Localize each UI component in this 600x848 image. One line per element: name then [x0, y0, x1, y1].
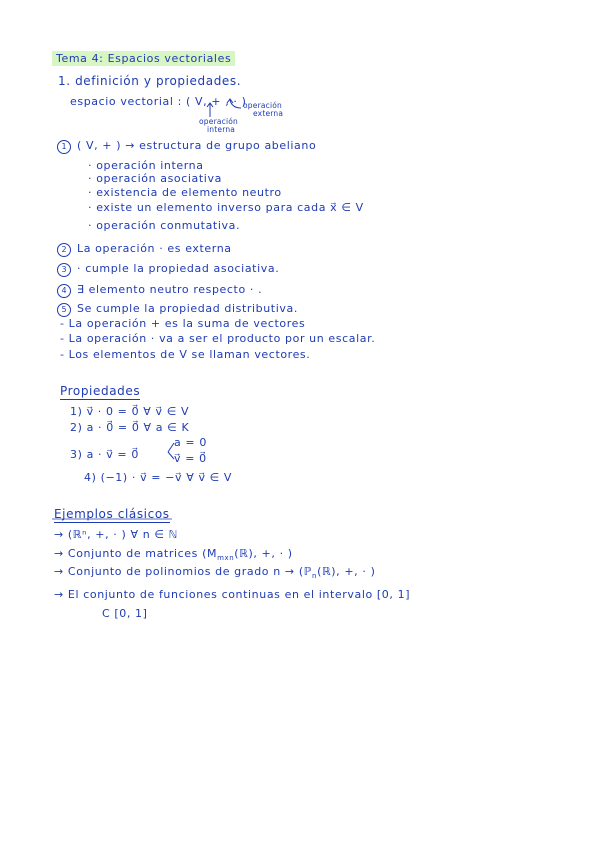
propiedades-heading [60, 384, 140, 398]
item-number: 3 [57, 263, 71, 277]
item-text: · cumple la propiedad asociativa. [77, 262, 280, 275]
propiedad-1: 1) v⃗ · 0 = 0⃗ ∀ v⃗ ∈ V [70, 405, 190, 418]
ejemplo-4: → El conjunto de funciones continuas en el intervalo [0, 1] [54, 588, 411, 601]
page-title [52, 52, 235, 65]
item-1 [57, 139, 316, 154]
propiedad-3-case-b: v⃗ = 0⃗ [174, 452, 207, 465]
ejemplos-heading [54, 507, 170, 521]
note-1: - La operación + es la suma de vectores [60, 317, 306, 330]
item-text: ( V, + ) → estructura de grupo abeliano [77, 139, 317, 152]
item-number: 1 [57, 140, 71, 154]
note-3: - Los elementos de V se llaman vectores. [60, 348, 311, 361]
propiedad-2: 2) a · 0⃗ = 0⃗ ∀ a ∈ K [70, 421, 190, 434]
operacion-interna-label: operación interna [199, 117, 238, 134]
espacio-vectorial-definition: espacio vectorial : ( V, + , · ) [70, 95, 247, 108]
item-text: Se cumple la propiedad distributiva. [77, 302, 298, 315]
ejemplo-1: → (ℝⁿ, +, · ) ∀ n ∈ ℕ [54, 528, 179, 541]
title-highlight: Tema 4: Espacios vectoriales [52, 51, 235, 66]
item-5 [57, 302, 298, 317]
item-number: 5 [57, 303, 71, 317]
propiedad-3: 3) a · v⃗ = 0⃗ [70, 448, 139, 461]
section-heading: 1. definición y propiedades. [58, 74, 242, 88]
item-3 [57, 262, 279, 277]
item-2 [57, 242, 232, 257]
ejemplos-title: Ejemplos clásicos [54, 507, 170, 521]
item-number: 2 [57, 243, 71, 257]
note-2: - La operación · va a ser el producto por un escalar. [60, 332, 376, 345]
grupo-prop-4: · existe un elemento inverso para cada x⃗ ∈ V [88, 201, 364, 214]
propiedad-3-case-a: a = 0 [174, 436, 207, 449]
grupo-prop-5: · operación conmutativa. [88, 219, 241, 232]
ejemplo-2: → Conjunto de matrices ($M_{mxn}(ℝ)$, +, · ) [54, 547, 293, 563]
propiedades-title: Propiedades [60, 384, 141, 398]
ejemplo-4-notation: C [0, 1] [102, 607, 148, 620]
propiedad-4: 4) (−1) · v⃗ = −v⃗ ∀ v⃗ ∈ V [84, 471, 233, 484]
ejemplo-3: → Conjunto de polinomios de grado n → (ℙ$_n$(ℝ), +, · ) [54, 565, 376, 581]
operacion-externa-label: operación externa [243, 101, 284, 118]
item-text: La operación · es externa [77, 242, 232, 255]
item-number: 4 [57, 284, 71, 298]
item-4 [57, 283, 262, 298]
grupo-prop-1: · operación interna [88, 159, 204, 172]
item-text: ∃ elemento neutro respecto · . [77, 283, 263, 296]
grupo-prop-3: · existencia de elemento neutro [88, 186, 282, 199]
grupo-prop-2: · operación asociativa [88, 172, 222, 185]
